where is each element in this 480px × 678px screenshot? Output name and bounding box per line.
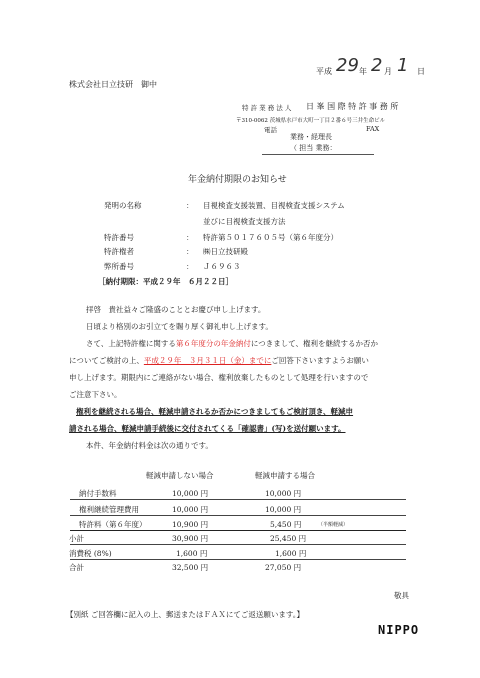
fee-row-label: 特許料（第６年度） [79, 520, 147, 529]
fee-note: （半額軽減） [318, 522, 349, 528]
fee-value: 1,600 円 [275, 549, 307, 558]
detail-value: 特許第５０１７６０５号（第６年度分） [203, 233, 338, 242]
body-line: さて、上記特許権に関する第６年度分の年金納付につきまして、権利を継続するか否か [86, 339, 379, 348]
fee-row-label: 納付手数料 [79, 489, 117, 498]
sender-type: 特 許 業 務 法 人 [242, 104, 292, 112]
detail-label: 特許番号 [104, 233, 134, 242]
body-line: 拝啓 貴社益々ご隆盛のこととお慶び申し上げます。 [86, 305, 266, 314]
fee-row-label: 権利継続管理費用 [79, 505, 139, 514]
fee-value: 10,000 円 [265, 505, 302, 514]
detail-value: 並びに目視検査支援方法 [203, 217, 286, 226]
fee-value: 10,000 円 [172, 489, 209, 498]
fee-col-header: 軽減申請しない場合 [146, 471, 214, 480]
date-year-unit: 年 [359, 67, 367, 76]
sender-address: 〒310-0062 茨城県水戸市大町一丁目２番６号三井生命ビル [236, 118, 386, 124]
detail-value: Ｊ６９６３ [203, 262, 241, 271]
payment-deadline: ［納付期限：平成２９年 ６月２２日］ [98, 277, 233, 286]
detail-colon: ： [186, 262, 194, 271]
reply-instruction: 【別紙 ご回答欄に記入の上、郵送またはＦＡＸにてご返送願います。】 [66, 610, 305, 619]
fax-label: FAX [366, 125, 380, 133]
fee-row-separator [70, 559, 406, 560]
detail-colon: ： [186, 233, 194, 242]
date-year: 29 [336, 55, 359, 76]
body-line: 申し上げます。期限内にご連絡がない場合、権利放棄したものとして処理を行いますので [69, 373, 369, 382]
highlight-fee-year: 第６年度分の年金納付 [175, 339, 251, 348]
fee-value: 10,000 円 [172, 505, 209, 514]
fee-col-header: 軽減申請する場合 [255, 471, 315, 480]
fee-row-label: 消費税 (8%) [69, 549, 112, 558]
highlight-reply-date: 平成２９年 ３月３１日（金）までに [143, 356, 272, 365]
date-day: 1 [397, 55, 409, 76]
fee-value: 32,500 円 [172, 563, 209, 572]
sender-name: 日 峯 国 際 特 許 事 務 所 [306, 102, 399, 111]
date-month: 2 [371, 55, 383, 76]
contact-underline [262, 154, 374, 155]
detail-label: 発明の名称 [104, 201, 142, 210]
fee-row-separator [70, 530, 406, 531]
detail-label: 弊所番号 [104, 262, 134, 271]
fee-value: 25,450 円 [270, 534, 307, 543]
fee-value: 1,600 円 [176, 549, 208, 558]
fee-row-label: 合計 [69, 563, 84, 572]
fee-row-separator [70, 499, 406, 500]
detail-colon: ： [186, 247, 194, 256]
body-line-emphasis: 権利を継続される場合、軽減申請されるか否かにつきましてもご検討頂き、軽減申 [76, 407, 354, 416]
date-era: 平成 [316, 67, 332, 76]
fee-value: 5,450 円 [270, 520, 302, 529]
detail-colon: ： [186, 201, 194, 210]
fee-value: 30,900 円 [172, 534, 209, 543]
detail-value: 目視検査支援装置、目視検査支援システム [203, 201, 345, 210]
body-line: ご注意下さい。 [69, 390, 122, 399]
body-line: 本件、年金納付料金は次の通りです。 [86, 441, 213, 450]
fee-row-separator [70, 544, 406, 545]
fee-row-label: 小計 [69, 534, 84, 543]
fee-value: 10,000 円 [265, 489, 302, 498]
fee-row-separator [70, 515, 406, 516]
phone-label: 電話 [264, 126, 277, 134]
addressee: 株式会社日立技研 御中 [69, 80, 157, 89]
closing: 敬具 [394, 591, 409, 600]
dept-label: 業務・経理長 [290, 133, 332, 141]
document-title: 年金納付期限のお知らせ [188, 175, 287, 185]
fee-value: 27,050 円 [265, 563, 302, 572]
fee-value: 10,900 円 [172, 520, 209, 529]
date-month-unit: 月 [384, 67, 392, 76]
body-line: についてご検討の上、平成２９年 ３月３１日（金）までにご回答下さいますようお願い [69, 356, 369, 365]
nippo-stamp: NIPPO [378, 623, 420, 637]
body-line: 日頃より格別のお引立てを賜り厚く御礼申し上げます。 [86, 322, 273, 331]
detail-label: 特許権者 [104, 247, 134, 256]
detail-value: ㈱日立技研殿 [203, 247, 248, 256]
body-line-emphasis: 請される場合、軽減申請手続後に交付されてくる「確認書」(写)を送付願います。 [69, 424, 346, 433]
date-day-unit: 日 [417, 67, 425, 76]
contact-label: （ 担当 業務： [290, 144, 337, 152]
